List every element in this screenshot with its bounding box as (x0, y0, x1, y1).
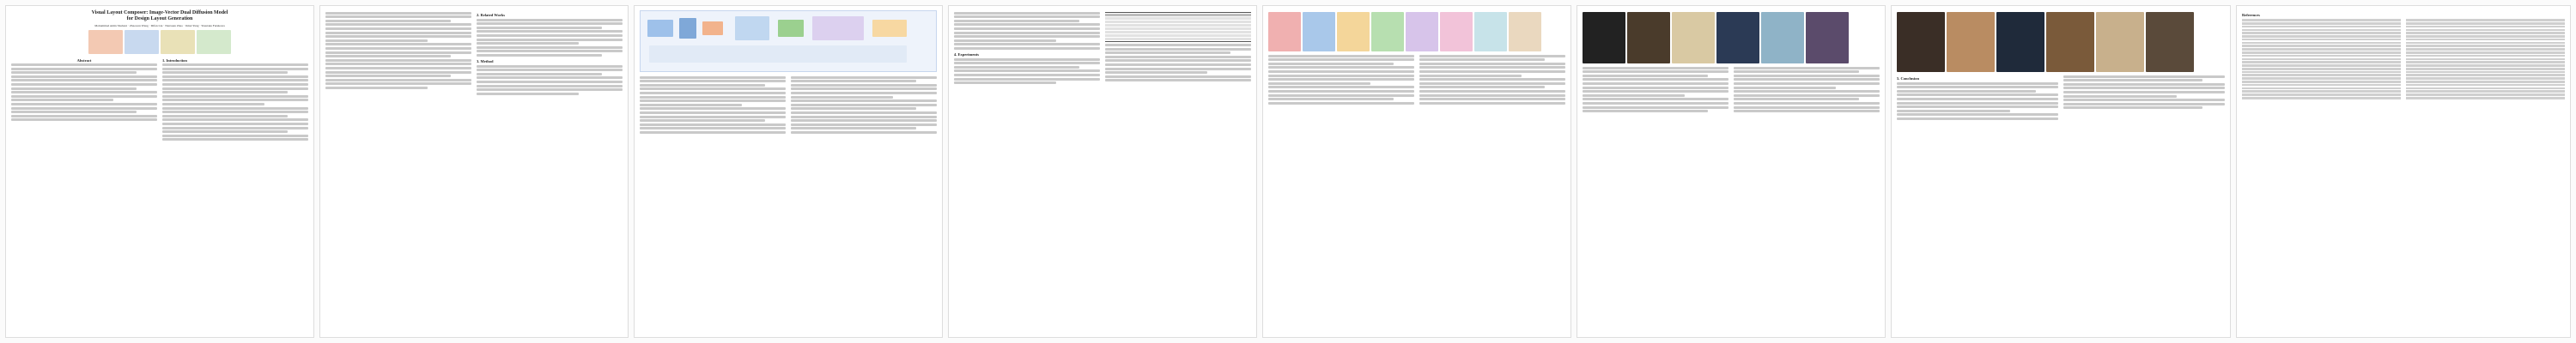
conclusion-text (1897, 82, 2058, 305)
references-list-left (2242, 18, 2401, 327)
experiments-text (954, 58, 1100, 85)
teaser-poster (125, 30, 159, 54)
page-2 (319, 5, 629, 338)
page-6 (1577, 5, 1886, 338)
method-continued-text (640, 76, 786, 336)
comparison-text-2 (1419, 55, 1565, 302)
references-heading: References (2242, 13, 2260, 17)
application-text-2 (1734, 67, 1880, 305)
intro-heading: 1. Introduction (162, 57, 187, 63)
conclusion-heading: 5. Conclusion (1897, 76, 1920, 81)
teaser-poster (161, 30, 195, 54)
teaser-figure (11, 30, 308, 54)
paper-title (11, 10, 308, 28)
experiments-heading: 4. Experiments (954, 51, 979, 57)
application-text (1583, 67, 1728, 305)
conclusion-text-2 (2063, 75, 2225, 305)
abstract-text (11, 63, 157, 304)
layout-grid-figure (1583, 12, 1880, 63)
page-4 (948, 5, 1257, 338)
teaser-poster (197, 30, 231, 54)
results-table (1105, 12, 1251, 42)
title-line-1: Visual Layout Composer: Image-Vector Dual Diffusion Model (91, 10, 228, 15)
related-heading: 2. Related Works (477, 13, 506, 17)
training-text (954, 12, 1100, 50)
method-text (477, 65, 623, 95)
title-line-2: for Design Layout Generation (126, 16, 193, 21)
page-3 (634, 5, 943, 338)
intro-text (162, 63, 308, 304)
intro-continued-text (325, 12, 471, 333)
method-continued-text-2 (791, 76, 937, 336)
page-8 (2236, 5, 2571, 338)
teaser-poster (88, 30, 123, 54)
related-text (477, 19, 623, 57)
architecture-diagram (640, 10, 937, 72)
page-7 (1891, 5, 2231, 338)
page-1 (5, 5, 314, 338)
results-text (1105, 44, 1251, 81)
method-heading: 3. Method (477, 58, 494, 63)
abstract-heading: Abstract (76, 57, 92, 63)
comparison-text (1268, 55, 1414, 302)
references-list-right (2406, 18, 2565, 327)
poster-grid-figure (1897, 12, 2225, 72)
page-5 (1262, 5, 1571, 338)
authors: Mohammad Amin Shabani · Zhaowen Wang · Difan Liu · Nanxuan Zhao · Jimei Yang · Yasutaka Furukawa (94, 24, 225, 27)
qualitative-figure (1268, 12, 1565, 51)
